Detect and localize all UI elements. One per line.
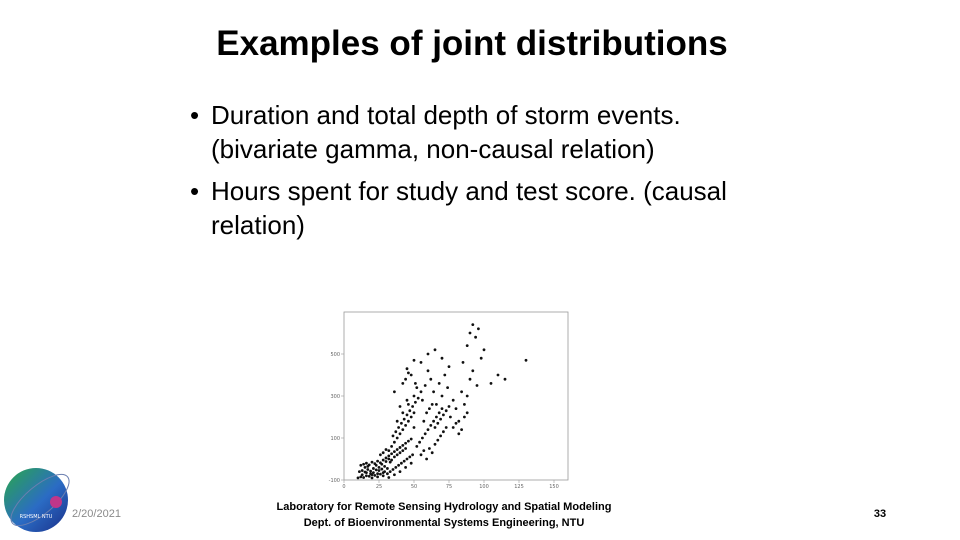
data-point (431, 403, 434, 406)
data-point (393, 473, 396, 476)
footer-date: 2/20/2021 (72, 508, 121, 520)
data-point (393, 456, 396, 459)
data-point (403, 460, 406, 463)
y-tick-label: 500 (330, 352, 340, 358)
scatter-chart (322, 308, 582, 488)
data-point (362, 463, 365, 466)
data-point (406, 414, 409, 417)
data-point (471, 369, 474, 372)
data-point (390, 459, 393, 462)
data-point (411, 405, 414, 408)
data-point (410, 416, 413, 419)
data-point (386, 467, 389, 470)
data-point (396, 453, 399, 456)
data-point (404, 424, 407, 427)
data-point (457, 432, 460, 435)
data-points (357, 323, 528, 479)
data-point (357, 477, 360, 480)
data-point (413, 395, 416, 398)
data-point (448, 365, 451, 368)
x-tick-label: 150 (549, 484, 559, 488)
data-point (376, 475, 379, 478)
data-point (429, 378, 432, 381)
data-point (435, 403, 438, 406)
data-point (382, 451, 385, 454)
data-point (396, 448, 399, 451)
data-point (460, 390, 463, 393)
data-point (483, 348, 486, 351)
data-point (401, 444, 404, 447)
data-point (378, 469, 381, 472)
data-point (387, 454, 390, 457)
data-point (373, 474, 376, 477)
data-point (421, 437, 424, 440)
data-point (365, 471, 368, 474)
data-point (435, 416, 438, 419)
data-point (371, 477, 374, 480)
data-point (504, 378, 507, 381)
data-point (364, 466, 367, 469)
data-point (368, 475, 371, 478)
data-point (366, 465, 369, 468)
data-point (387, 449, 390, 452)
data-point (471, 323, 474, 326)
data-point (460, 428, 463, 431)
data-point (431, 451, 434, 454)
data-point (432, 390, 435, 393)
data-point (369, 472, 372, 475)
data-point (375, 469, 378, 472)
data-point (441, 395, 444, 398)
data-point (422, 420, 425, 423)
data-point (427, 353, 430, 356)
data-point (445, 426, 448, 429)
data-point (414, 401, 417, 404)
data-point (410, 462, 413, 465)
data-point (393, 441, 396, 444)
data-point (407, 403, 410, 406)
data-point (376, 460, 379, 463)
data-point (490, 382, 493, 385)
data-point (407, 420, 410, 423)
data-point (390, 452, 393, 455)
data-point (366, 468, 369, 471)
data-point (443, 374, 446, 377)
data-point (428, 407, 431, 410)
data-point (445, 409, 448, 412)
data-point (427, 428, 430, 431)
data-point (394, 430, 397, 433)
data-point (525, 359, 528, 362)
data-point (434, 426, 437, 429)
data-point (418, 441, 421, 444)
data-point (466, 344, 469, 347)
bullet-item (190, 174, 810, 242)
data-point (466, 411, 469, 414)
y-tick-label: -100 (328, 478, 340, 484)
data-point (404, 466, 407, 469)
data-point (376, 472, 379, 475)
x-tick-label: 50 (410, 484, 418, 488)
data-point (397, 464, 400, 467)
data-point (442, 414, 445, 417)
data-point (427, 369, 430, 372)
data-point (476, 384, 479, 387)
y-axis-ticks (329, 352, 344, 484)
data-point (417, 397, 420, 400)
data-point (401, 411, 404, 414)
plot-frame (344, 312, 568, 480)
data-point (477, 327, 480, 330)
data-point (392, 435, 395, 438)
data-point (361, 473, 364, 476)
data-point (463, 416, 466, 419)
data-point (387, 458, 390, 461)
data-point (385, 448, 388, 451)
data-point (369, 470, 372, 473)
x-tick-label: 125 (514, 484, 524, 488)
data-point (436, 422, 439, 425)
data-point (404, 378, 407, 381)
data-point (455, 422, 458, 425)
data-point (396, 437, 399, 440)
data-point (387, 476, 390, 479)
data-point (379, 473, 382, 476)
x-tick-label: 25 (375, 484, 383, 488)
data-point (394, 466, 397, 469)
data-point (389, 470, 392, 473)
data-point (434, 348, 437, 351)
data-point (407, 372, 410, 375)
bullet-list (190, 98, 810, 250)
data-point (439, 418, 442, 421)
data-point (463, 403, 466, 406)
data-point (452, 399, 455, 402)
data-point (410, 374, 413, 377)
data-point (420, 453, 423, 456)
data-point (379, 453, 382, 456)
data-point (406, 367, 409, 370)
data-point (457, 420, 460, 423)
data-point (410, 438, 413, 441)
data-point (497, 374, 500, 377)
data-point (466, 395, 469, 398)
data-point (399, 446, 402, 449)
data-point (393, 450, 396, 453)
data-point (406, 399, 409, 402)
data-point (371, 461, 374, 464)
data-point (480, 357, 483, 360)
data-point (425, 458, 428, 461)
bullet-line-2: relation) (211, 210, 305, 240)
page-number: 33 (873, 508, 887, 520)
data-point (365, 474, 368, 477)
data-point (383, 465, 386, 468)
data-point (399, 451, 402, 454)
data-point (372, 471, 375, 474)
data-point (449, 416, 452, 419)
data-point (455, 407, 458, 410)
data-point (404, 447, 407, 450)
data-point (386, 472, 389, 475)
data-point (385, 457, 388, 460)
footer-lab-line-1: Laboratory for Remote Sensing Hydrology and Spatial Modeling (276, 501, 612, 513)
data-point (469, 332, 472, 335)
data-point (422, 449, 425, 452)
footer-lab-name (240, 499, 648, 531)
data-point (413, 426, 416, 429)
data-point (452, 426, 455, 429)
data-point (408, 456, 411, 459)
bullet-line-1: Hours spent for study and test score. (causal (211, 176, 727, 206)
data-point (415, 445, 418, 448)
data-point (359, 464, 362, 467)
bullet-item (190, 98, 810, 166)
data-point (441, 407, 444, 410)
data-point (403, 418, 406, 421)
data-point (425, 411, 428, 414)
data-point (399, 470, 402, 473)
data-point (399, 405, 402, 408)
data-point (396, 420, 399, 423)
x-tick-label: 75 (445, 484, 453, 488)
data-point (399, 432, 402, 435)
data-point (408, 409, 411, 412)
data-point (420, 390, 423, 393)
data-point (378, 466, 381, 469)
data-point (432, 420, 435, 423)
data-point (434, 443, 437, 446)
data-point (407, 440, 410, 443)
data-point (380, 468, 383, 471)
data-point (424, 432, 427, 435)
data-point (383, 470, 386, 473)
data-point (404, 442, 407, 445)
lab-logo (2, 460, 78, 540)
x-tick-label: 100 (479, 484, 489, 488)
footer-lab-line-2: Dept. of Bioenvironmental Systems Engineering, NTU (303, 517, 585, 529)
data-point (436, 439, 439, 442)
data-point (365, 462, 368, 465)
data-point (413, 359, 416, 362)
data-point (415, 386, 418, 389)
data-point (442, 430, 445, 433)
data-point (439, 435, 442, 438)
data-point (392, 468, 395, 471)
y-tick-label: 300 (330, 394, 340, 400)
data-point (390, 445, 393, 448)
data-point (401, 449, 404, 452)
x-tick-label: 0 (342, 484, 346, 488)
data-point (448, 405, 451, 408)
data-point (429, 424, 432, 427)
logo-text: RSHSML NTU (19, 514, 53, 520)
data-point (358, 470, 361, 473)
data-point (380, 463, 383, 466)
data-point (428, 447, 431, 450)
data-point (385, 460, 388, 463)
bullet-line-2: (bivariate gamma, non-causal relation) (211, 134, 655, 164)
data-point (397, 426, 400, 429)
data-point (400, 462, 403, 465)
data-point (393, 390, 396, 393)
data-point (411, 453, 414, 456)
data-point (474, 336, 477, 339)
data-point (413, 411, 416, 414)
slide-title: Examples of joint distributions (216, 24, 728, 63)
x-axis-ticks (342, 480, 558, 488)
data-point (382, 474, 385, 477)
data-point (438, 411, 441, 414)
data-point (462, 361, 465, 364)
data-point (375, 464, 378, 467)
bullet-line-1: Duration and total depth of storm events. (211, 100, 681, 130)
data-point (414, 382, 417, 385)
data-point (362, 476, 365, 479)
data-point (424, 384, 427, 387)
data-point (372, 467, 375, 470)
data-point (438, 382, 441, 385)
data-point (401, 428, 404, 431)
data-point (421, 399, 424, 402)
data-point (401, 382, 404, 385)
data-point (446, 386, 449, 389)
data-point (400, 422, 403, 425)
data-point (469, 378, 472, 381)
y-tick-label: 100 (330, 436, 340, 442)
data-point (382, 459, 385, 462)
data-point (420, 361, 423, 364)
data-point (361, 469, 364, 472)
data-point (441, 357, 444, 360)
data-point (406, 458, 409, 461)
